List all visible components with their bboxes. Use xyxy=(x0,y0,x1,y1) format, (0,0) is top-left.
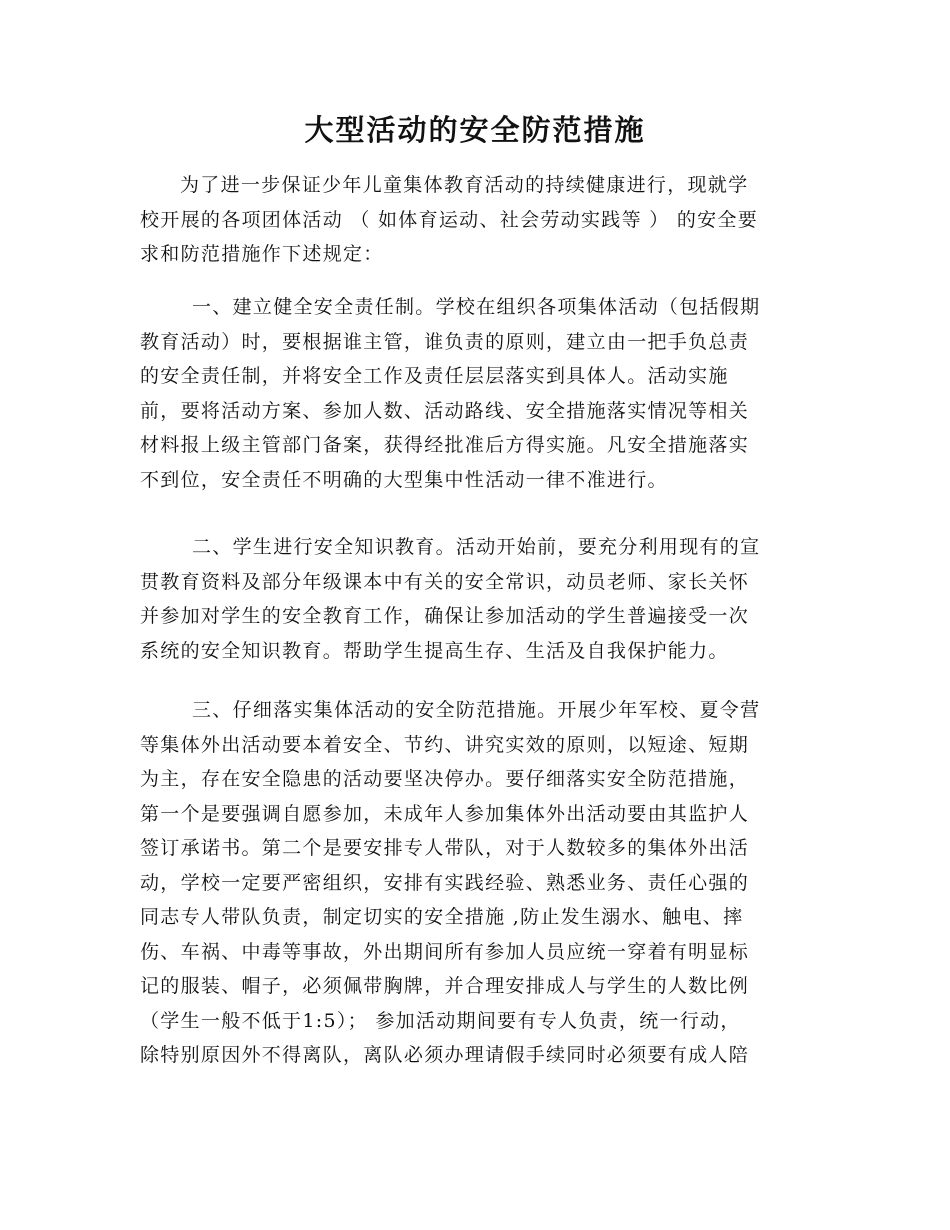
section-3-line-4: 第一个是要强调自愿参加，未成年人参加集体外出活动要由其监护人 xyxy=(140,802,750,825)
section-3-line-5: 签订承诺书。第二个是要安排专人带队，对于人数较多的集体外出活 xyxy=(140,837,750,859)
intro-paragraph xyxy=(140,168,812,272)
section-3-line-10: （学生一般不低于1:5）； 参加活动期间要有专人负责，统一行动， xyxy=(140,1009,741,1032)
section-2-line-3: 并参加对学生的安全教育工作，确保让参加活动的学生普遍接受一次 xyxy=(140,605,750,627)
section-2-paragraph xyxy=(140,530,812,668)
section-3-line-2: 等集体外出活动要本着安全、节约、讲究实效的原则，以短途、短期 xyxy=(140,733,750,756)
section-1-line-1: 一、建立健全安全责任制。学校在组织各项集体活动（包括假期 xyxy=(192,296,761,318)
section-3-line-8: 伤、车祸、中毒等事故，外出期间所有参加人员应统一穿着有明显标 xyxy=(140,940,750,963)
section-1-line-3: 的安全责任制，并将安全工作及责任层层落实到具体人。活动实施 xyxy=(140,365,729,387)
section-3-line-7: 同志专人带队负责，制定切实的安全措施 ,防止发生溺水、触电、摔 xyxy=(140,906,744,928)
section-1-line-6: 不到位，安全责任不明确的大型集中性活动一律不准进行。 xyxy=(140,468,668,491)
section-3-line-3: 为主，存在安全隐患的活动要坚决停办。要仔细落实安全防范措施， xyxy=(140,768,750,790)
section-1-line-2: 教育活动）时，要根据谁主管，谁负责的原则，建立由一把手负总责 xyxy=(140,330,750,353)
section-3-line-11: 除特别原因外不得离队，离队必须办理请假手续同时必须要有成人陪 xyxy=(140,1044,750,1066)
section-2-line-2: 贯教育资料及部分年级课本中有关的安全常识，动员老师、家长关怀 xyxy=(140,570,750,593)
section-1-paragraph xyxy=(140,290,812,497)
section-3-paragraph xyxy=(140,693,812,1073)
intro-line-1: 为了进一步保证少年儿童集体教育活动的持续健康进行，现就学 xyxy=(180,174,749,196)
document-title: 大型活动的安全防范措施 xyxy=(304,113,646,147)
section-1-line-5: 材料报上级主管部门备案，获得经批准后方得实施。凡安全措施落实 xyxy=(140,434,750,456)
section-2-line-1: 二、学生进行安全知识教育。活动开始前，要充分利用现有的宣 xyxy=(192,536,761,558)
intro-line-3: 求和防范措施作下述规定： xyxy=(140,243,384,265)
section-3-line-1: 三、仔细落实集体活动的安全防范措施。开展少年军校、夏令营 xyxy=(192,699,761,721)
section-2-line-4: 系统的安全知识教育。帮助学生提高生存、生活及自我保护能力。 xyxy=(140,639,729,662)
section-3-line-9: 记的服装、帽子，必须佩带胸牌，并合理安排成人与学生的人数比例 xyxy=(140,975,750,997)
section-3-line-6: 动，学校一定要严密组织，安排有实践经验、熟悉业务、责任心强的 xyxy=(140,871,750,894)
section-1-line-4: 前，要将活动方案、参加人数、活动路线、安全措施落实情况等相关 xyxy=(140,399,750,422)
intro-line-2: 校开展的各项团体活动 （ 如体育运动、社会劳动实践等 ） 的安全要 xyxy=(140,208,759,231)
